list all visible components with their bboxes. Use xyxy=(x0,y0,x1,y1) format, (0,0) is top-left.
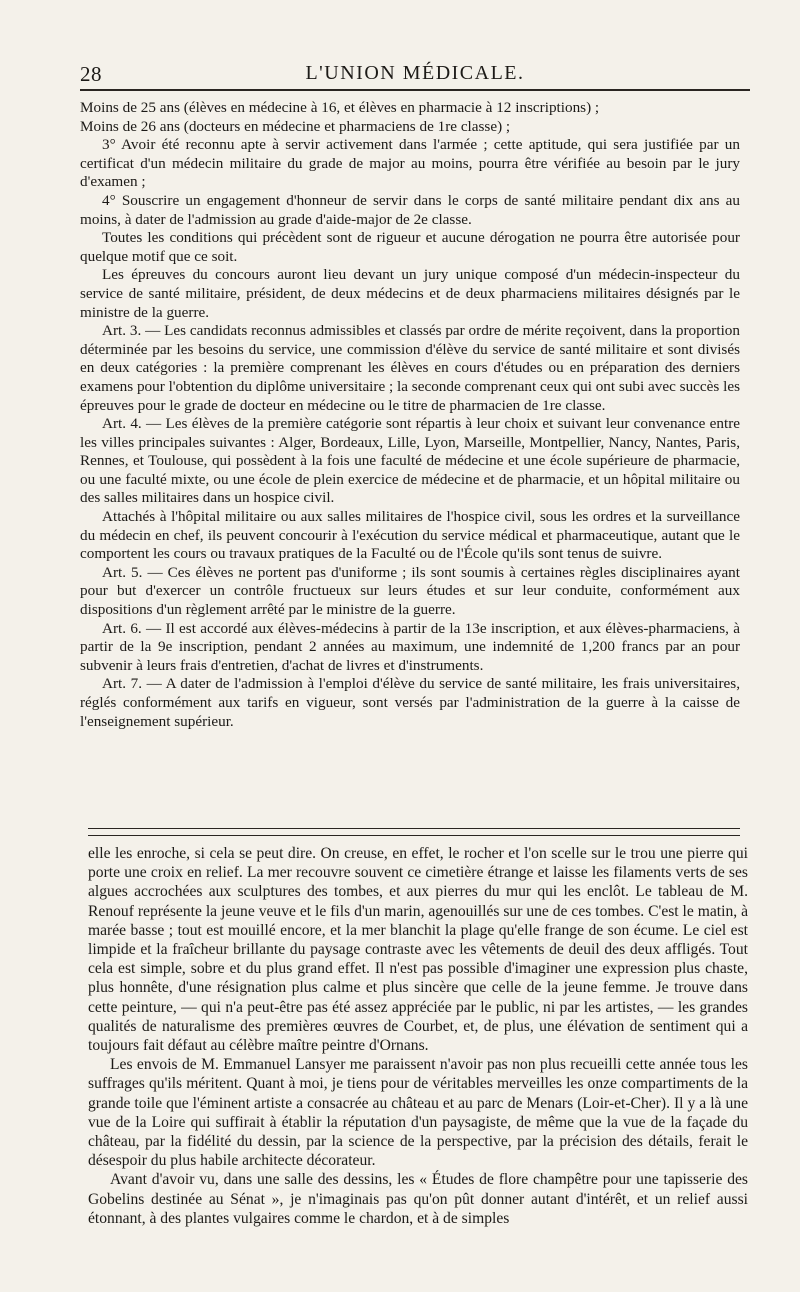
decree-paragraph: Attachés à l'hôpital militaire ou aux salles militaires de l'hospice civil, sous les ordres et la surveillance du médecin en chef, ils peuvent concourir à l'exécution du service médical et pharmaceutique, autant que le comportent les cours ou travaux pratiques de la Faculté ou de l'École qu'ils sont tenus de suivre. xyxy=(80,508,740,563)
page-header xyxy=(80,62,750,88)
feuilleton-divider xyxy=(88,828,740,836)
feuilleton-section xyxy=(88,844,748,1228)
article-6: Art. 6. — Il est accordé aux élèves-médecins à partir de la 13e inscription, et aux élèves-pharmaciens, à partir de la 9e inscription, pendant 2 années au maximum, une indemnité de 1,200 francs par an pour subvenir à leurs frais d'entretien, d'achat de livres et d'instruments. xyxy=(80,619,740,674)
header-rule xyxy=(80,89,750,91)
decree-paragraph: Toutes les conditions qui précèdent sont de rigueur et aucune dérogation ne pourra être autorisée pour quelque motif que ce soit. xyxy=(80,229,740,265)
feuilleton-paragraph: Les envois de M. Emmanuel Lansyer me paraissent n'avoir pas non plus recueilli cette année tous les suffrages qu'ils méritent. Quant à moi, je tiens pour de véritables merveilles les onze compartiments de la grande toile que l'éminent artiste a consacrée au château et au parc de Menars (Loir-et-Cher). Il y a là une vue de la Loire qui suffirait à établir la réputation d'un paysagiste, de même que la vue de la façade du château, par la fidélité du dessin, par la science de la perspective, par la précision des détails, ferait le désespoir du plus habile architecte décorateur. xyxy=(88,1056,748,1170)
decree-paragraph: Les épreuves du concours auront lieu devant un jury unique composé d'un médecin-inspecteur du service de santé militaire, président, de deux médecins et de deux pharmaciens militaires désignés par le ministre de la guerre. xyxy=(80,266,740,321)
decree-paragraph: 4° Souscrire un engagement d'honneur de servir dans le corps de santé militaire pendant dix ans au moins, à dater de l'admission au grade d'aide-major de 2e classe. xyxy=(80,191,740,228)
running-title: L'UNION MÉDICALE. xyxy=(305,62,525,84)
article-7: Art. 7. — A dater de l'admission à l'emploi d'élève du service de santé militaire, les frais universitaires, réglés conformément aux tarifs en vigueur, sont versés par l'administration de la guerre à la caisse de l'enseignement supérieur. xyxy=(80,675,740,730)
decree-paragraph: 3° Avoir été reconnu apte à servir activement dans l'armée ; cette aptitude, qui sera justifiée par un certificat d'un médecin militaire du grade de major au moins, pourra être vérifiée au besoin par le jury d'examen ; xyxy=(80,136,740,191)
decree-paragraph: Moins de 25 ans (élèves en médecine à 16, et élèves en pharmacie à 12 inscriptions) ; xyxy=(80,99,600,116)
feuilleton-paragraph: elle les enroche, si cela se peut dire. On creuse, en effet, le rocher et l'on scelle sur le trou une pierre qui porte une croix en relief. La mer recouvre souvent ce cimetière étrange et laisse les filaments verts de ses algues accrochées aux sculptures des tombes, et aux pierres du mur qui les enclôt. Le tableau de M. Renouf représente la jeune veuve et le fils d'un marin, agenouillés sur une de ces tombes. C'est le matin, à marée basse ; tout est mouillé encore, et la mer blanchit la plage qu'elle frange de son écume. Le ciel est limpide et la fraîcheur brillante du paysage contraste avec les vêtements de deuil des deux affligés. Tout cela est simple, sobre et du plus grand effet. Il n'est pas possible d'imaginer une expression plus chaste, plus honnête, d'une résignation plus calme et plus sincère que celle de la jeune femme. Je trouve dans cette peinture, — qui n'a peut-être pas été assez appréciée par le public, ni par les artistes, — les grandes qualités de naturalisme des premières œuvres de Courbet, et, de plus, une élévation de sentiment qui a toujours fait défaut au célèbre maître peintre d'Ornans. xyxy=(88,845,748,1055)
feuilleton-paragraph: Avant d'avoir vu, dans une salle des dessins, les « Études de flore champêtre pour une tapisserie des Gobelins destinée au Sénat », je n'imaginais pas qu'on pût donner autant d'intérêt, et un relief aussi étonnant, à des plantes vulgaires comme le chardon, et à de simples xyxy=(88,1171,748,1227)
decree-paragraph: Moins de 26 ans (docteurs en médecine et pharmaciens de 1re classe) ; xyxy=(80,117,511,135)
article-3: Art. 3. — Les candidats reconnus admissibles et classés par ordre de mérite reçoivent, dans la proportion déterminée par les besoins du service, une commission d'élève du service de santé militaire et sont divisés en deux catégories : la première comprenant les élèves en cours d'études ou en préparation des derniers examens pour l'obtention du diplôme universitaire ; la seconde comprenant ceux qui ont subi avec succès les épreuves pour le grade de docteur en médecine ou le titre de pharmacien de 1re classe. xyxy=(80,322,740,414)
article-5: Art. 5. — Ces élèves ne portent pas d'uniforme ; ils sont soumis à certaines règles disciplinaires ayant pour but d'exercer un contrôle fructueux sur leurs études et sur leur conduite, conformément aux dispositions d'un règlement arrêté par le ministre de la guerre. xyxy=(80,563,740,619)
page-number: 28 xyxy=(80,62,102,86)
decree-section xyxy=(80,99,740,731)
article-4: Art. 4. — Les élèves de la première catégorie sont répartis à leur choix et suivant leur convenance entre les villes principales suivantes : Alger, Bordeaux, Lille, Lyon, Marseille, Montpellier, Nancy, Nantes, Paris, Rennes, et Toulouse, qui possèdent à la fois une faculté de médecine et une école supérieure de pharmacie, ou une faculté mixte, ou une école de plein exercice de médecine et de pharmacie, et un hôpital militaire ou des salles militaires dans un hospice civil. xyxy=(80,415,740,507)
